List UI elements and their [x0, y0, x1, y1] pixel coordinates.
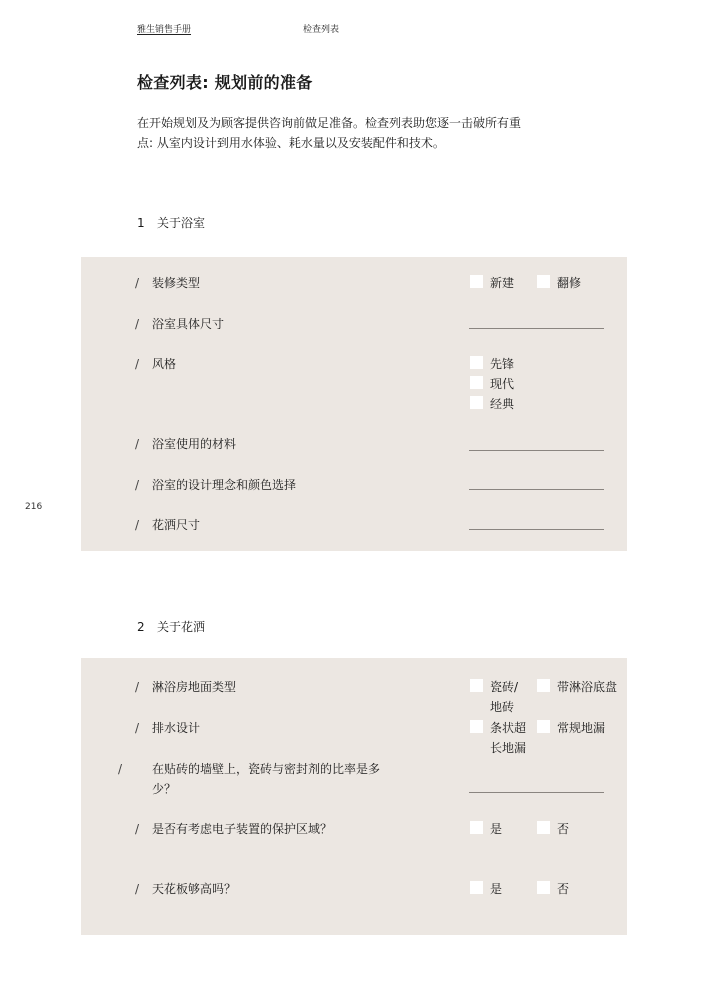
answer-line-shower-size[interactable] — [469, 529, 604, 530]
option-label: 带淋浴底盘 — [557, 680, 618, 694]
item-label: 在贴砖的墙壁上，瓷砖与密封剂的比率是多少？ — [152, 762, 381, 796]
item-label: 装修类型 — [152, 276, 201, 290]
page-title: 检查列表: 规划前的准备 — [137, 73, 313, 92]
checkbox-classic[interactable] — [470, 396, 483, 409]
checklist-item-materials — [135, 434, 236, 454]
checkbox-new-build[interactable] — [470, 275, 483, 288]
checklist-item-design-concept — [135, 475, 296, 495]
checkbox-shower-tray[interactable] — [537, 679, 550, 692]
option-label: 新建 — [490, 276, 515, 290]
answer-line-bathroom-size[interactable] — [469, 328, 604, 329]
item-label: 淋浴房地面类型 — [152, 680, 237, 694]
answer-line-materials[interactable] — [469, 450, 604, 451]
bullet-slash: / — [135, 357, 140, 371]
bullet-slash: / — [135, 680, 140, 694]
checkbox-tiles[interactable] — [470, 679, 483, 692]
checklist-item-shower-size — [135, 515, 200, 535]
section-1-number: 1 — [137, 216, 145, 230]
item-label: 排水设计 — [152, 721, 201, 735]
option-label: 否 — [557, 882, 570, 896]
item-label: 是否有考虑电子装置的保护区域？ — [152, 822, 333, 836]
checkbox-linear-drain[interactable] — [470, 720, 483, 733]
checklist-item-style — [135, 354, 176, 374]
option-label: 是 — [490, 882, 503, 896]
option-label: 常规地漏 — [557, 721, 606, 735]
checkbox-renovation[interactable] — [537, 275, 550, 288]
section-2-title: 关于花洒 — [157, 620, 206, 634]
bullet-slash: / — [135, 437, 140, 451]
checklist-item-tile-sealant-ratio — [118, 759, 402, 799]
bullet-slash: / — [135, 822, 140, 836]
checkbox-avant-garde[interactable] — [470, 356, 483, 369]
intro-text: 在开始规划及为顾客提供咨询前做足准备。检查列表助您逐一击破所有重点: 从室内设计到用水体验、耗水量以及安装配件和技术。 — [137, 116, 522, 150]
section-2-heading — [137, 618, 205, 635]
option-label: 先锋 — [490, 357, 515, 371]
checkbox-no[interactable] — [537, 821, 550, 834]
section-1-title: 关于浴室 — [157, 216, 206, 230]
bullet-slash: / — [135, 478, 140, 492]
checkbox-no[interactable] — [537, 881, 550, 894]
section-1-panel — [81, 257, 627, 551]
bullet-slash: / — [118, 762, 123, 776]
section-title: 检查列表 — [303, 25, 340, 35]
option-label: 翻修 — [557, 276, 582, 290]
item-label: 浴室具体尺寸 — [152, 317, 225, 331]
checkbox-modern[interactable] — [470, 376, 483, 389]
section-2-number: 2 — [137, 620, 145, 634]
answer-line-design-concept[interactable] — [469, 489, 604, 490]
manual-title: 雅生销售手册 — [137, 25, 192, 35]
bullet-slash: / — [135, 276, 140, 290]
bullet-slash: / — [135, 721, 140, 735]
item-label: 花洒尺寸 — [152, 518, 201, 532]
checklist-item-ceiling-height — [135, 879, 236, 899]
checklist-item-renovation-type — [135, 273, 200, 293]
checklist-item-bathroom-size — [135, 314, 224, 334]
bullet-slash: / — [135, 882, 140, 896]
item-label: 天花板够高吗？ — [152, 882, 237, 896]
option-label: 瓷砖/地砖 — [490, 680, 519, 714]
checklist-item-shower-floor-type — [135, 677, 236, 697]
option-label: 是 — [490, 822, 503, 836]
item-label: 浴室使用的材料 — [152, 437, 237, 451]
checkbox-standard-drain[interactable] — [537, 720, 550, 733]
checkbox-yes[interactable] — [470, 881, 483, 894]
option-label: 否 — [557, 822, 570, 836]
checklist-item-protection-zone — [135, 819, 332, 839]
item-label: 浴室的设计理念和颜色选择 — [152, 478, 297, 492]
option-label: 经典 — [490, 397, 515, 411]
checkbox-yes[interactable] — [470, 821, 483, 834]
option-label: 条状超长地漏 — [490, 721, 527, 755]
bullet-slash: / — [135, 518, 140, 532]
answer-line-tile-sealant-ratio[interactable] — [469, 792, 604, 793]
item-label: 风格 — [152, 357, 177, 371]
checklist-item-drainage — [135, 718, 200, 738]
page-number: 216 — [25, 502, 43, 512]
section-1-heading — [137, 214, 205, 231]
bullet-slash: / — [135, 317, 140, 331]
option-label: 现代 — [490, 377, 515, 391]
